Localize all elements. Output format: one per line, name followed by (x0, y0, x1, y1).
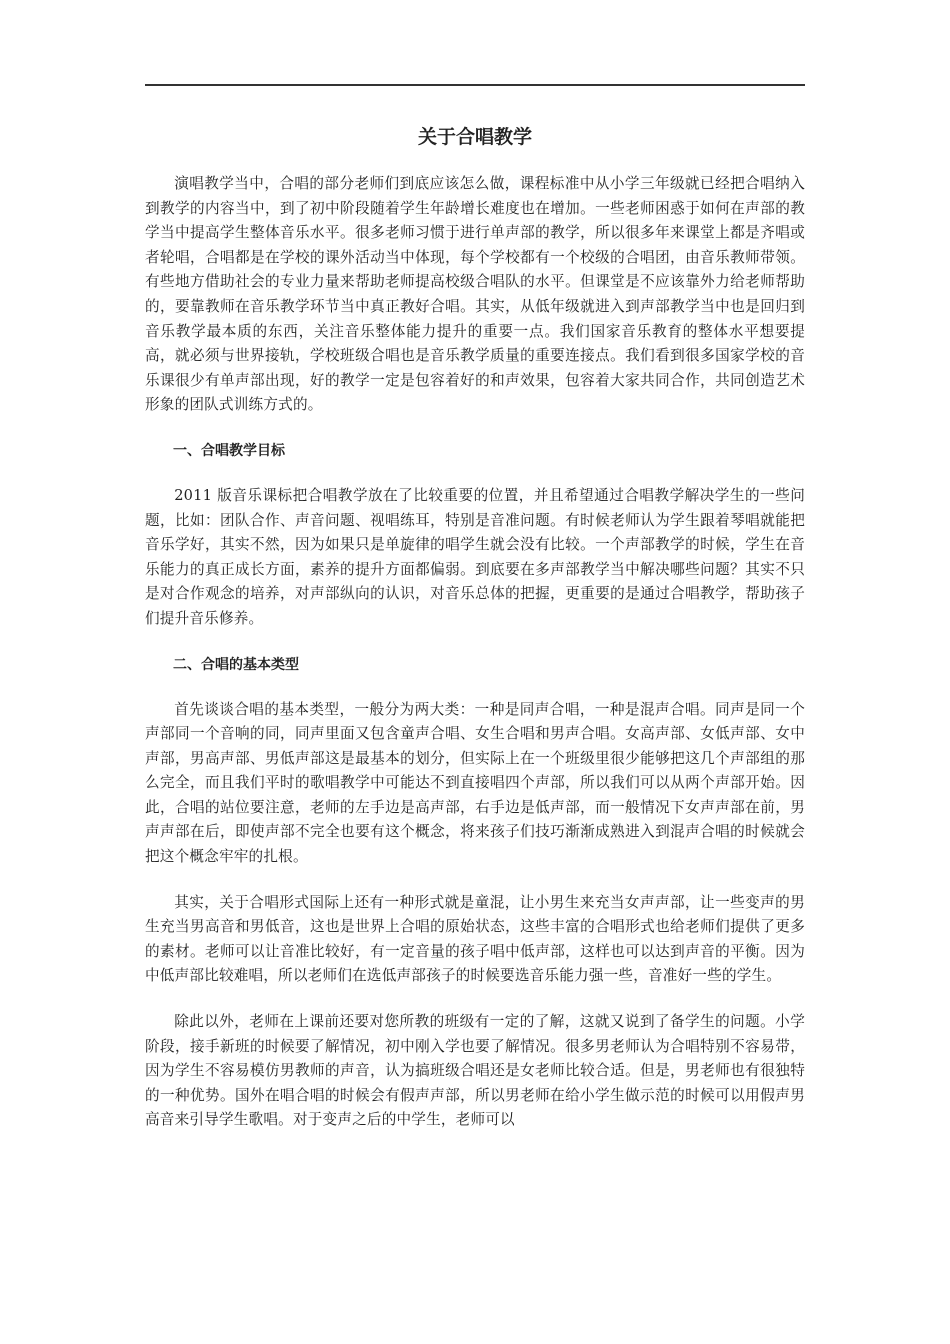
types-paragraph-2: 其实，关于合唱形式国际上还有一种形式就是童混，让小男生来充当女声声部，让一些变声的男生充当男高音和男低音，这也是世界上合唱的原始状态，这些丰富的合唱形式也给老师们提供了更多的素材。老师可以让音准比较好，有一定音量的孩子唱中低声部，这样也可以达到声音的平衡。因为中低声部比较难唱，所以老师们在选低声部孩子的时候要选音乐能力强一些，音准好一些的学生。 (145, 893, 805, 985)
document-page (145, 84, 805, 1133)
paragraph-gap (145, 418, 805, 439)
paragraph-gap (145, 989, 805, 1010)
document-title: 关于合唱教学 (417, 126, 532, 148)
paragraph-gap (145, 677, 805, 698)
types-paragraph-1: 首先谈谈合唱的基本类型，一般分为两大类：一种是同声合唱，一种是混声合唱。同声是同一个声部同一个音响的同，同声里面又包含童声合唱、女生合唱和男声合唱。女高声部、女低声部、女中声部，男高声部、男低声部这是最基本的划分，但实际上在一个班级里很少能够把这几个声部组的那么完全，而且我们平时的歌唱教学中可能达不到直接唱四个声部，所以我们可以从两个声部开始。因此，合唱的站位要注意，老师的左手边是高声部，右手边是低声部，而一般情况下女声声部在前，男声声部在后，即使声部不完全也要有这个概念，将来孩子们技巧渐渐成熟进入到混声合唱的时候就会把这个概念牢牢的扎根。 (145, 700, 805, 866)
paragraph-gap (145, 632, 805, 653)
intro-paragraph: 演唱教学当中，合唱的部分老师们到底应该怎么做，课程标准中从小学三年级就已经把合唱纳入到教学的内容当中，到了初中阶段随着学生年龄增长难度也在增加。一些老师困惑于如何在声部的教学当中提高学生整体音乐水平。很多老师习惯于进行单声部的教学，所以很多年来课堂上都是齐唱或者轮唱，合唱都是在学校的课外活动当中体现，每个学校都有一个校级的合唱团，由音乐教师带领。有些地方借助社会的专业力量来帮助老师提高校级合唱队的水平。但课堂是不应该靠外力给老师帮助的，要靠教师在音乐教学环节当中真正教好合唱。其实，从低年级就进入到声部教学当中也是回归到音乐教学最本质的东西，关注音乐整体能力提升的重要一点。我们国家音乐教育的整体水平想要提高，就必须与世界接轨，学校班级合唱也是音乐教学质量的重要连接点。我们看到很多国家学校的音乐课很少有单声部出现，好的教学一定是包容着好的和声效果，包容着大家共同合作，共同创造艺术形象的团队式训练方式的。 (145, 175, 805, 414)
types-paragraph-3: 除此以外，老师在上课前还要对您所教的班级有一定的了解，这就又说到了备学生的问题。小学阶段，接手新班的时候要了解情况，初中刚入学也要了解情况。很多男老师认为合唱特别不容易带，因为学生不容易模仿男教师的声音，认为搞班级合唱还是女老师比较合适。但是，男老师也有很独特的一种优势。国外在唱合唱的时候会有假声声部，所以男老师在给小学生做示范的时候可以用假声男高音来引导学生歌唱。对于变声之后的中学生，老师可以 (145, 1013, 805, 1129)
paragraph-gap (145, 463, 805, 484)
paragraph-gap (145, 870, 805, 891)
goals-paragraph: 2011 版音乐课标把合唱教学放在了比较重要的位置，并且希望通过合唱教学解决学生的一些问题，比如：团队合作、声音问题、视唱练耳，特别是音准问题。有时候老师认为学生跟着琴唱就能把音乐学好，其实不然，因为如果只是单旋律的唱学生就会没有比较。一个声部教学的时候，学生在音乐能力的真正成长方面，素养的提升方面都偏弱。到底要在多声部教学当中解决哪些问题？其实不只是对合作观念的培养，对声部纵向的认识，对音乐总体的把握，更重要的是通过合唱教学，帮助孩子们提升音乐修养。 (145, 486, 805, 627)
document-body (145, 172, 805, 1133)
section-heading-types: 二、合唱的基本类型 (173, 656, 299, 673)
section-heading-goals: 一、合唱教学目标 (173, 442, 285, 459)
top-divider (145, 84, 805, 86)
